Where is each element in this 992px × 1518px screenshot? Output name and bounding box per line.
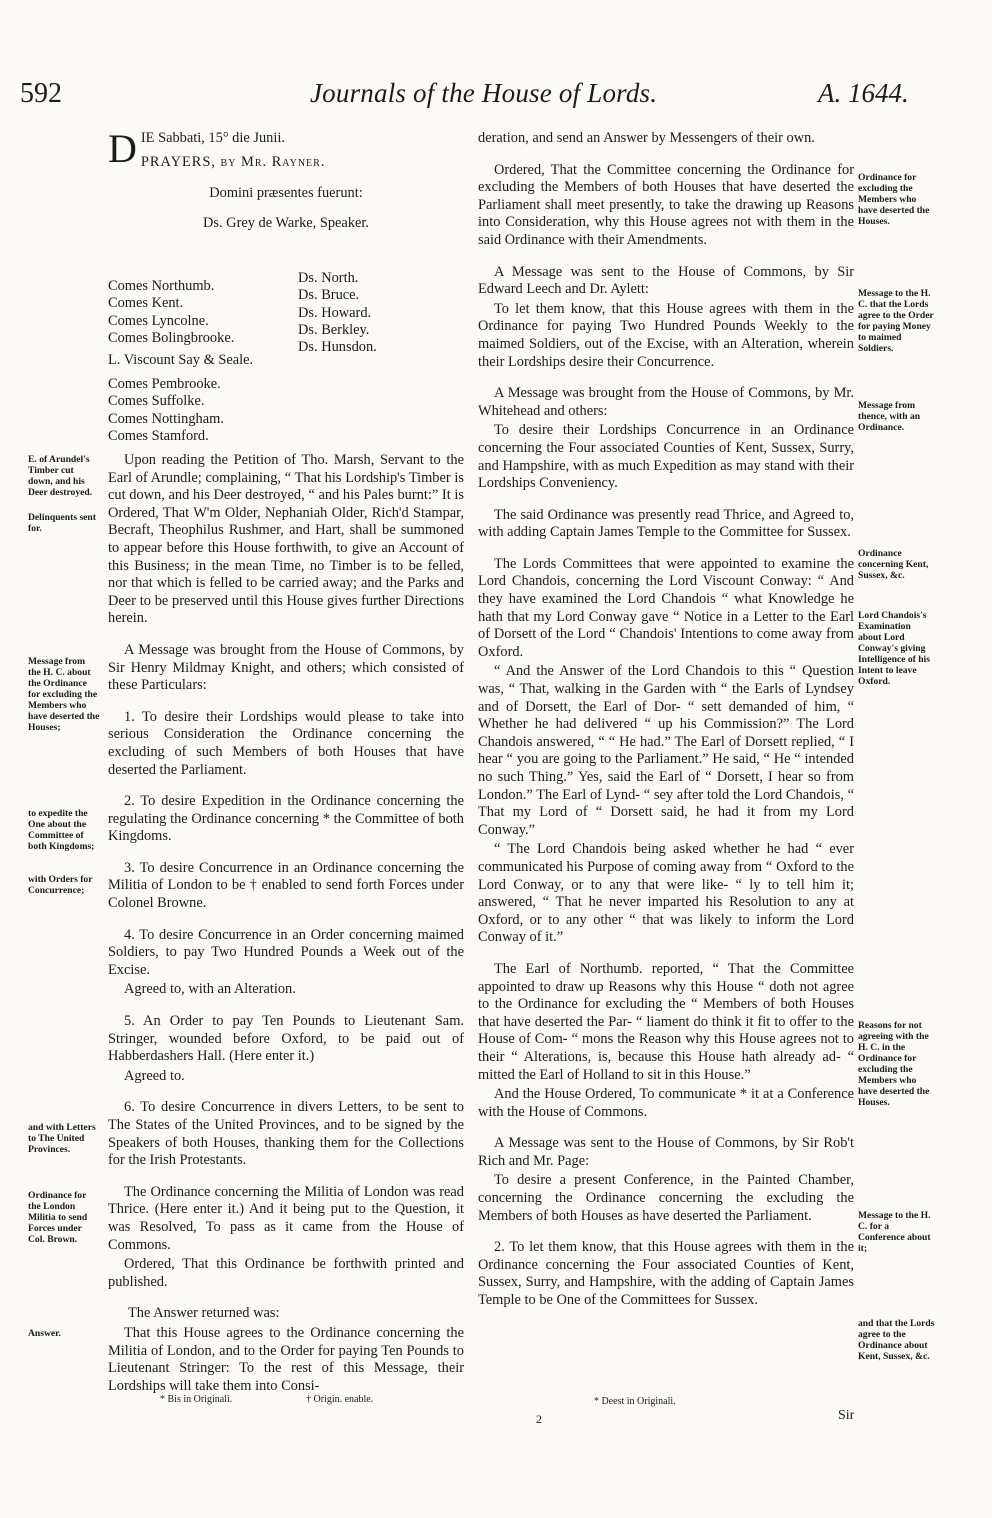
prayers-line: PRAYERS, by Mr. Rayner. xyxy=(140,153,326,170)
left-column xyxy=(108,126,464,234)
paragraph-militia: The Ordinance concerning the Militia of London was read Thrice. (Here enter it.) And it being put to the Question, it was Resolved, To pass as it came from the House of Commons. xyxy=(108,1183,464,1253)
margin-note-concurrence: with Orders for Concurrence; xyxy=(28,874,93,896)
paragraph-northumb: The Earl of Northumb. reported, “ That the Committee appointed to draw up Reasons why this House “ doth not agree to the Ordinance for excluding the “ Members of both Houses that have deserted the Par- “ liament do think it fit to offer to the House of Com- “ mons the Reason why this House agrees not to their “ Alterations, is, because this House hath already ad- “ mitted the Earl of Holland to sit in this House.” xyxy=(478,960,854,1083)
margin-note-letters: and with Letters to The United Provinces. xyxy=(28,1122,96,1155)
margin-note-agree-kent: and that the Lords agree to the Ordinance about Kent, Sussex, &c. xyxy=(858,1318,935,1362)
speaker-line: Ds. Grey de Warke, Speaker. xyxy=(202,214,369,231)
lord-name: Comes Lyncolne. xyxy=(108,312,209,329)
paragraph-rich: A Message was sent to the House of Commons, by Sir Rob't Rich and Mr. Page: xyxy=(478,1135,854,1169)
lord-name: Comes Nottingham. xyxy=(108,410,224,427)
lord-name: Comes Stamford. xyxy=(108,427,209,444)
paragraph-item-3: 3. To desire Concurrence in an Ordinance concerning the Militia of London to be † enabled to send forth Forces under Colonel Browne. xyxy=(108,859,464,912)
paragraph-printed: Ordered, That this Ordinance be forthwith printed and published. xyxy=(108,1256,464,1290)
page-number: 592 xyxy=(20,78,62,109)
signature-mark: 2 xyxy=(536,1412,542,1426)
paragraph-message: A Message was brought from the House of Commons, by Sir Henry Mildmay Knight, and others; which consisted of these Particulars: xyxy=(108,641,464,694)
paragraph-item-4-agreed: Agreed to, with an Alteration. xyxy=(124,981,296,998)
margin-note-chandois: Lord Chandois's Examination about Lord Conway's giving Intelligence of his Intent to leave Oxford. xyxy=(858,610,930,687)
year-heading: A. 1644. xyxy=(818,78,909,108)
footnote-bis: * Bis in Originali. xyxy=(160,1394,233,1405)
paragraph-message-brought-2: To desire their Lordships Concurrence in an Ordinance concerning the Four associated Counties of Kent, Sussex, Surry, and Hampshire, with as much Expedition as may stand with their Lordships Conveniency. xyxy=(478,422,854,492)
paragraph-answer-head: The Answer returned was: xyxy=(128,1305,280,1322)
left-body xyxy=(108,452,464,1397)
paragraph-message-brought: A Message was brought from the House of Commons, by Mr. Whitehead and others: xyxy=(478,385,854,419)
paragraph-continuation: deration, and send an Answer by Messengers of their own. xyxy=(478,130,815,146)
margin-note-answer: Answer. xyxy=(28,1328,61,1339)
paragraph-item-6: 6. To desire Concurrence in divers Letters, to be sent to The States of the United Provinces, and to be signed by the Speakers of both Houses, thanking them for the Collections for the Irish Protestants. xyxy=(108,1099,464,1169)
margin-note-reasons: Reasons for not agreeing with the H. C. in the Ordinance for excluding the Members who have deserted the Houses. xyxy=(858,1020,930,1108)
margin-note-ordinance: Ordinance for excluding the Members who have deserted the Houses. xyxy=(858,172,930,227)
paragraph-answer: That this House agrees to the Ordinance concerning the Militia of London, and to the Order for paying Ten Pounds to Lieutenant Stringer: To the rest of this Message, their Lordships will take them into Consi- xyxy=(108,1324,464,1394)
paragraph-read-thrice: The said Ordinance was presently read Thrice, and Agreed to, with adding Captain James Temple to the Committee for Sussex. xyxy=(478,506,854,541)
date-line: D IE Sabbati, 15° die Junii. xyxy=(108,126,285,171)
margin-note-kent: Ordinance concerning Kent, Sussex, &c. xyxy=(858,548,929,581)
lord-name: Comes Pembrooke. xyxy=(108,376,221,392)
paragraph-chandois-2: “ And the Answer of the Lord Chandois to this “ Question was, “ That, walking in the Garden with “ the Earls of Lyndsey and of Dorsett, the Earl of Dor- “ sett demanded of him, “ Whether he had delivered “ up his Commission?” The Lord Chandois answered, “ “ He had.” The Earl of Dorsett replied, “ I hear “ you are going to the Parliament.” He said, “ He “ intended no such Thing.” Yes, said the Earl of “ Dorsett, I hear so from London.” The Earl of Lynd- “ sey after told the Lord Chandois, “ That my Lord of “ Dorsett said, he had it from my Lord Conway.” xyxy=(478,663,854,838)
paragraph-chandois-3: “ The Lord Chandois being asked whether he had “ ever communicated his Purpose of coming away from “ Oxford to the Lord Conway, or to any that were like- “ ly to tell him it; answered, “ That he never imparted his Resolution to any at Oxford, or to any other “ that was likely to inform the Lord Conway of it.” xyxy=(478,841,854,946)
paragraph-northumb-2: And the House Ordered, To communicate * it at a Conference with the House of Commons. xyxy=(478,1086,854,1120)
lord-name: Comes Kent. xyxy=(108,295,184,312)
lord-name: Ds. Bruce. xyxy=(298,287,360,304)
lord-name: Comes Bolingbrooke. xyxy=(108,329,235,346)
paragraph-chandois: The Lords Committees that were appointed to examine the Lord Chandois, concerning the Lord Viscount Conway: “ And they have examined the Lord Chandois “ what Knowledge he hath that my Lord Conway gave “ Notice in a Letter to the Earl of Dorsett of the Lord “ Chandois' Intentions to come away from Oxford. xyxy=(478,555,854,660)
lords-present-col2 xyxy=(298,270,377,356)
lords-present-col3 xyxy=(108,376,224,445)
lords-present-col1 xyxy=(108,278,234,347)
paragraph-item-2: 2. To desire Expedition in the Ordinance concerning the regulating the Ordinance concerning * the Committee of both Kingdoms. xyxy=(108,793,464,845)
lord-name: Ds. Hunsdon. xyxy=(298,339,377,356)
margin-note-militia: Ordinance for the London Militia to send Forces under Col. Brown. xyxy=(28,1190,88,1245)
dropcap: D xyxy=(108,126,137,171)
lord-name: Ds. Howard. xyxy=(298,304,372,321)
catchword: Sir xyxy=(838,1408,855,1423)
margin-note-arundel: E. of Arundel's Timber cut down, and his Deer destroyed. xyxy=(28,454,93,498)
footnote-origin: † Origin. enable. xyxy=(306,1394,374,1405)
page-header xyxy=(0,78,992,124)
lord-name: Comes Suffolke. xyxy=(108,393,205,410)
margin-note-from-thence: Message from thence, with an Ordinance. xyxy=(858,400,921,433)
right-column xyxy=(478,130,854,1324)
paragraph-rich-3: 2. To let them know, that this House agrees with them in the Ordinance concerning the Four associated Counties of Kent, Sussex, Surry, and Hampshire, with the adding of Captain James Temple to be One of the Committees for Sussex. xyxy=(478,1239,854,1309)
journal-title: Journals of the House of Lords. xyxy=(310,78,658,108)
footnote-deest: * Deest in Originali. xyxy=(594,1396,676,1407)
lord-name: Ds. Berkley. xyxy=(298,321,370,338)
lord-name: Ds. North. xyxy=(298,270,359,286)
paragraph-message-sent-2: To let them know, that this House agrees with them in the Ordinance for paying Two Hundred Pounds Weekly to the maimed Soldiers, out of the Excise, with an Alteration, wherein their Lordships desire their Concurrence. xyxy=(478,300,854,370)
paragraph-message-sent: A Message was sent to the House of Commons, by Sir Edward Leech and Dr. Aylett: xyxy=(478,263,854,298)
paragraph-item-4: 4. To desire Concurrence in an Order concerning maimed Soldiers, to pay Two Hundred Pounds a Week out of the Excise. xyxy=(108,926,464,978)
margin-note-delinquents: Delinquents sent for. xyxy=(28,512,96,534)
paragraph-rich-2: To desire a present Conference, in the Painted Chamber, concerning the Ordinance concerning the excluding the Members of both Houses as have deserted the Parliament. xyxy=(478,1172,854,1224)
viscount-line: L. Viscount Say & Seale. xyxy=(108,352,254,368)
lord-name: Comes Northumb. xyxy=(108,278,215,294)
paragraph-item-5: 5. An Order to pay Ten Pounds to Lieutenant Sam. Stringer, wounded before Oxford, to be paid out of Habberdashers Hall. (Here enter it.) xyxy=(108,1013,464,1065)
margin-note-soldiers: Message to the H. C. that the Lords agree to the Order for paying Money to maimed Soldiers. xyxy=(858,288,934,354)
paragraph-item-1: 1. To desire their Lordships would please to take into serious Consideration the Ordinance concerning the excluding of such Members of both Houses that have deserted the Parliament. xyxy=(108,708,464,778)
paragraph-arundel: Upon reading the Petition of Tho. Marsh, Servant to the Earl of Arundle; complaining, “ That his Lordship's Timber is cut down, and his Deer destroyed, “ and his Pales burnt:” It is Ordered, That W'm Older, Nephaniah Older, Rich'd Stampar, Becraft, Theophilus Rushmer, and Hart, shall be summoned to appear before this House forthwith, to give an Account of this Business; in the mean Time, no Timber is to be felled, nor that which is felled to be carried away; and the Parks and Deer to be preserved until this House gives further Directions herein. xyxy=(108,452,464,627)
margin-note-conference: Message to the H. C. for a Conference about it; xyxy=(858,1210,931,1254)
paragraph-committee: Ordered, That the Committee concerning the Ordinance for excluding the Members of both Houses that have deserted the Parliament shall meet presently, to take the drawing up Reasons into Consideration, why this House agrees not with them in the said Ordinance with their Amendments. xyxy=(478,161,854,248)
margin-note-expedite: to expedite the One about the Committee of both Kingdoms; xyxy=(28,808,95,852)
paragraph-item-5-agreed: Agreed to. xyxy=(124,1067,185,1084)
domini-line: Domini præsentes fuerunt: xyxy=(209,185,363,202)
margin-note-message: Message from the H. C. about the Ordinance for excluding the Members who have deserted the Houses; xyxy=(28,656,100,733)
